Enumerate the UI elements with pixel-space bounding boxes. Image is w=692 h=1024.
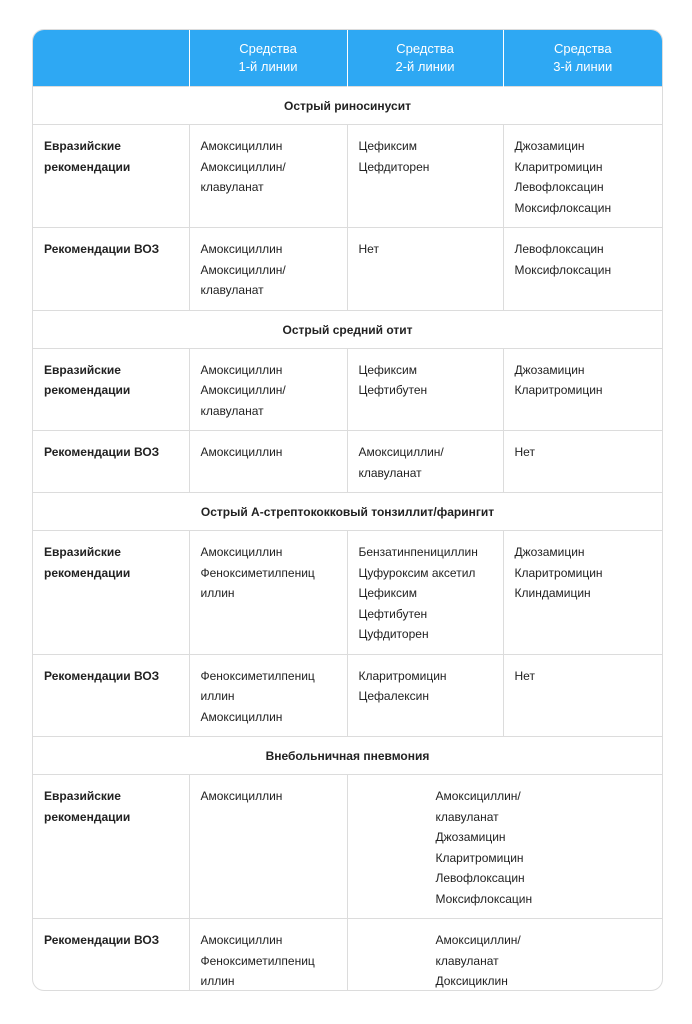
section-title: Острый А-стрептококковый тонзиллит/фарингит xyxy=(33,493,662,531)
cell-text: Амоксициллин/ xyxy=(358,445,444,459)
cell-text: Амоксициллин/ xyxy=(435,933,521,947)
table-row xyxy=(33,125,662,228)
second-line-cell xyxy=(347,431,503,493)
table-row xyxy=(33,919,662,992)
cell-text: Амоксициллин xyxy=(200,709,283,724)
cell-text: Цуфдиторен xyxy=(358,627,429,641)
row-label-eurasian xyxy=(33,125,189,228)
cell-text: Моксифлоксацин xyxy=(514,262,612,277)
section-title-row xyxy=(33,493,662,531)
cell-text: Моксифлоксацин xyxy=(514,200,612,215)
header-text: 3-й линии xyxy=(553,59,613,74)
cell-text: Амоксициллин xyxy=(200,445,283,459)
cell-text: Амоксициллин xyxy=(200,139,283,153)
cell-text: Нет xyxy=(514,668,535,683)
header-text: 2-й линии xyxy=(395,59,455,74)
cell-text: Цефиксим xyxy=(358,586,417,600)
cell-text: клавуланат xyxy=(435,809,499,824)
first-line-cell xyxy=(189,654,347,737)
cell-text: Левофлоксацин xyxy=(514,242,604,256)
cell-text: иллин xyxy=(200,586,235,600)
cell-text: Амоксициллин/ xyxy=(200,159,286,174)
cell-text: Евразийские xyxy=(44,139,121,153)
header-text: Средства xyxy=(396,41,454,56)
cell-text: Джозамицин xyxy=(514,545,585,559)
cell-text: Амоксициллин xyxy=(200,933,283,947)
cell-text: Евразийские xyxy=(44,789,121,803)
cell-text: Амоксициллин xyxy=(200,362,283,377)
cell-text: Амоксициллин xyxy=(200,789,283,803)
cell-text: клавуланат xyxy=(200,283,264,297)
cell-text: Феноксиметилпениц xyxy=(200,953,315,968)
cell-text: Рекомендации ВОЗ xyxy=(44,668,160,683)
section-title-row xyxy=(33,310,662,348)
third-line-cell xyxy=(503,531,662,655)
cell-text: Кларитромицин xyxy=(514,383,603,397)
section-title: Внебольничная пневмония xyxy=(33,737,662,775)
second-line-cell xyxy=(347,348,503,431)
cell-text: Амоксициллин xyxy=(200,242,283,256)
cell-text: Евразийские xyxy=(44,362,121,377)
cell-text: Кларитромицин xyxy=(435,850,524,865)
cell-text: Нет xyxy=(358,242,379,256)
cell-text: рекомендации xyxy=(44,159,131,174)
cell-text: иллин xyxy=(200,974,235,988)
cell-text: клавуланат xyxy=(435,953,499,968)
header-third-line xyxy=(503,30,662,87)
table-row xyxy=(33,228,662,311)
cell-text: Доксициклин xyxy=(435,974,508,988)
cell-text: Амоксициллин/ xyxy=(200,383,286,397)
table-row xyxy=(33,654,662,737)
first-line-cell xyxy=(189,775,347,919)
third-line-cell xyxy=(503,228,662,311)
first-line-cell xyxy=(189,348,347,431)
table-row xyxy=(33,348,662,431)
first-line-cell xyxy=(189,919,347,992)
third-line-cell xyxy=(503,348,662,431)
section-title: Острый риносинусит xyxy=(33,87,662,125)
row-label-eurasian xyxy=(33,775,189,919)
second-line-cell xyxy=(347,654,503,737)
second-third-line-cell xyxy=(347,919,662,992)
cell-text: Моксифлоксацин xyxy=(435,891,533,906)
cell-text: Амоксициллин/ xyxy=(435,789,521,803)
cell-text: Клиндамицин xyxy=(514,586,591,600)
antibiotic-lines-table xyxy=(33,30,662,991)
cell-text: Кларитромицин xyxy=(358,668,447,683)
second-line-cell xyxy=(347,228,503,311)
section-title-row xyxy=(33,737,662,775)
table-row xyxy=(33,431,662,493)
cell-text: клавуланат xyxy=(358,465,422,480)
second-line-cell xyxy=(347,531,503,655)
third-line-cell xyxy=(503,654,662,737)
header-text: Средства xyxy=(553,41,612,56)
first-line-cell xyxy=(189,228,347,311)
cell-text: Амоксициллин xyxy=(200,545,283,559)
cell-text: Кларитромицин xyxy=(514,159,603,174)
table-row xyxy=(33,775,662,919)
header-text: 1-й линии xyxy=(238,59,298,74)
cell-text: Евразийские xyxy=(44,545,121,559)
cell-text: Цефиксим xyxy=(358,139,417,153)
section-title: Острый средний отит xyxy=(33,310,662,348)
header-row xyxy=(33,30,662,87)
cell-text: Бензатинпенициллин xyxy=(358,545,478,559)
row-label-who xyxy=(33,919,189,992)
cell-text: Рекомендации ВОЗ xyxy=(44,242,160,256)
header-first-line xyxy=(189,30,347,87)
row-label-eurasian xyxy=(33,531,189,655)
header-second-line xyxy=(347,30,503,87)
cell-text: Левофлоксацин xyxy=(435,871,525,885)
first-line-cell xyxy=(189,125,347,228)
row-label-who xyxy=(33,431,189,493)
cell-text: Амоксициллин/ xyxy=(200,262,286,277)
cell-text: Джозамицин xyxy=(514,362,585,377)
cell-text: Левофлоксацин xyxy=(514,180,604,194)
second-line-cell xyxy=(347,125,503,228)
cell-text: Цефиксим xyxy=(358,362,417,377)
header-text: Средства xyxy=(239,41,297,56)
cell-text: клавуланат xyxy=(200,180,264,194)
third-line-cell xyxy=(503,125,662,228)
first-line-cell xyxy=(189,531,347,655)
cell-text: рекомендации xyxy=(44,383,131,397)
cell-text: Нет xyxy=(514,445,535,459)
cell-text: Рекомендации ВОЗ xyxy=(44,933,160,947)
cell-text: рекомендации xyxy=(44,565,131,580)
cell-text: Цефтибутен xyxy=(358,606,428,621)
cell-text: клавуланат xyxy=(200,403,264,418)
cell-text: Рекомендации ВОЗ xyxy=(44,445,160,459)
cell-text: иллин xyxy=(200,689,235,703)
cell-text: рекомендации xyxy=(44,809,131,824)
third-line-cell xyxy=(503,431,662,493)
cell-text: Цуфуроксим аксетил xyxy=(358,565,476,580)
cell-text: Феноксиметилпениц xyxy=(200,565,315,580)
row-label-eurasian xyxy=(33,348,189,431)
row-label-who xyxy=(33,228,189,311)
cell-text: Кларитромицин xyxy=(514,565,603,580)
section-title-row xyxy=(33,87,662,125)
cell-text: Джозамицин xyxy=(514,139,585,153)
cell-text: Цефдиторен xyxy=(358,159,430,174)
header-empty-cell xyxy=(33,30,189,87)
cell-text: Цефалексин xyxy=(358,689,429,703)
cell-text: Джозамицин xyxy=(435,830,506,844)
cell-text: Цефтибутен xyxy=(358,383,428,397)
table-row xyxy=(33,531,662,655)
row-label-who xyxy=(33,654,189,737)
first-line-cell xyxy=(189,431,347,493)
cell-text: Феноксиметилпениц xyxy=(200,668,315,683)
second-third-line-cell xyxy=(347,775,662,919)
treatment-table-card xyxy=(32,29,663,991)
